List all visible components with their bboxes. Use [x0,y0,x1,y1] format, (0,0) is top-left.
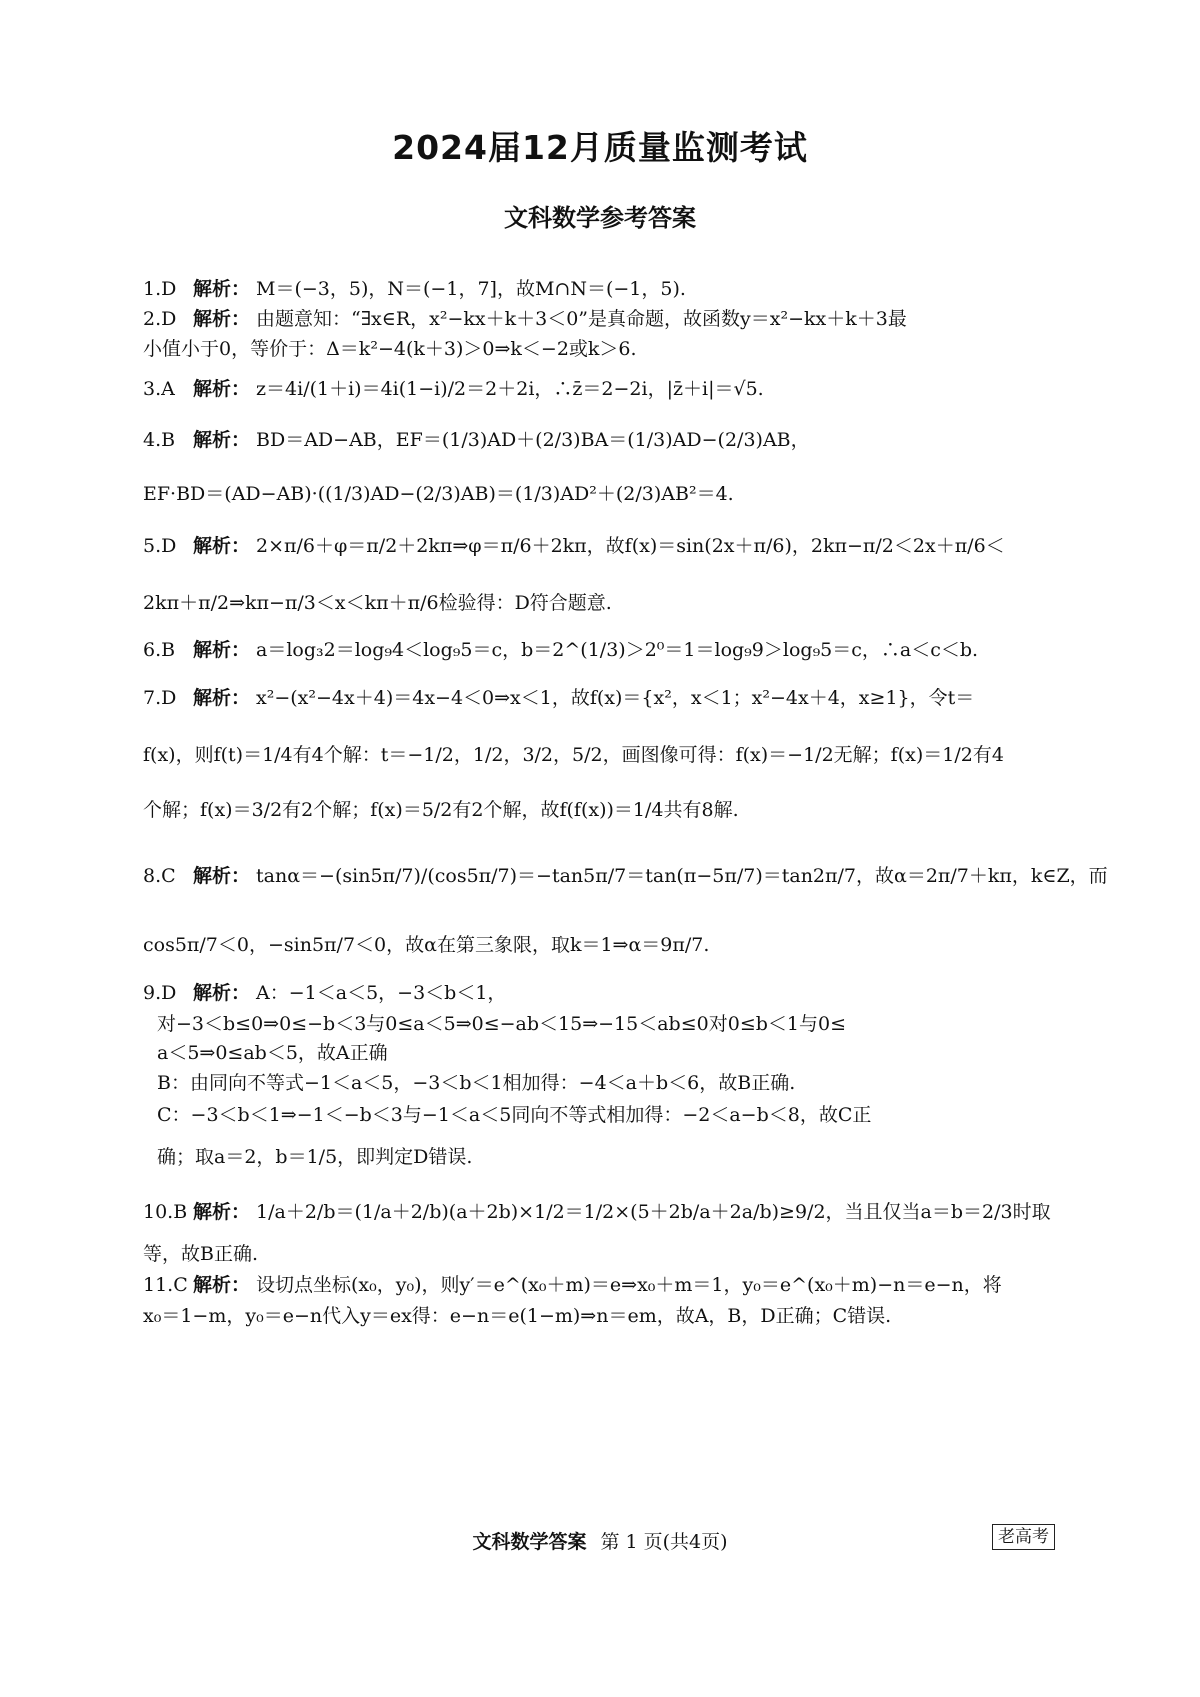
answer-number: 1.D [143,278,177,300]
answer-text: 小值小于0，等价于：Δ＝k²−4(k＋3)＞0⇒k＜−2或k＞6. [143,338,637,360]
exam-type-badge: 老高考 [992,1524,1055,1550]
answer-text: B：由同向不等式−1＜a＜5，−3＜b＜1相加得：−4＜a＋b＜6，故B正确. [157,1072,796,1094]
answer-item [143,276,686,302]
answer-item [143,1199,1051,1225]
answer-number: 3.A [143,378,175,400]
answer-item [143,427,810,453]
answer-continuation [143,590,612,616]
answer-continuation [143,1241,258,1267]
answer-number: 6.B [143,639,176,661]
answer-continuation [157,1040,388,1066]
answer-text: tanα＝−(sin5π/7)/(cos5π/7)＝−tan5π/7＝tan(π−5π/7)＝tan2π/7，故α＝2π/7＋kπ，k∈Z，而 [256,865,1108,887]
answer-number: 11.C [143,1274,188,1296]
analysis-label: 解析： [193,308,251,330]
answer-number: 8.C [143,865,176,887]
answer-item [143,685,974,711]
answer-continuation [143,1303,891,1329]
answer-text: 2×π/6＋φ＝π/2＋2kπ⇒φ＝π/6＋2kπ，故f(x)＝sin(2x＋π/6)，2kπ−π/2＜2x＋π/6＜ [256,535,1005,557]
analysis-label: 解析： [193,687,251,709]
answer-number: 9.D [143,982,177,1004]
answer-text: 等，故B正确. [143,1243,259,1265]
analysis-label: 解析： [193,429,251,451]
answer-text: 设切点坐标(x₀，y₀)，则y′＝e^(x₀＋m)＝e⇒x₀＋m＝1，y₀＝e^(x₀＋m)−n＝e−n，将 [256,1274,1002,1296]
answer-text: 确；取a＝2，b＝1/5，即判定D错误. [157,1146,473,1168]
answer-number: 10.B [143,1201,188,1223]
answer-continuation [143,481,734,507]
answer-text: 个解；f(x)＝3/2有2个解；f(x)＝5/2有2个解，故f(f(x))＝1/4共有8解. [143,799,739,821]
page-title: 2024届12月质量监测考试 [392,128,808,167]
answer-text: 对−3＜b≤0⇒0≤−b＜3与0≤a＜5⇒0≤−ab＜15⇒−15＜ab≤0对0≤b＜1与0≤ [157,1013,847,1035]
answer-number: 7.D [143,687,177,709]
answer-number: 4.B [143,429,176,451]
answer-text: C：−3＜b＜1⇒−1＜−b＜3与−1＜a＜5同向不等式相加得：−2＜a−b＜8，故C正 [157,1104,872,1126]
answer-text: M＝(−3，5)，N＝(−1，7]，故M∩N＝(−1，5). [256,278,686,300]
analysis-label: 解析： [193,535,251,557]
analysis-label: 解析： [193,278,251,300]
analysis-label: 解析： [193,1274,251,1296]
answer-item [143,533,1005,559]
answer-item [143,863,1108,889]
answer-continuation [157,1070,795,1096]
analysis-label: 解析： [193,1201,251,1223]
answer-continuation [157,1011,846,1037]
answer-item [143,637,978,663]
answer-text: 由题意知：“∃x∈R，x²−kx＋k＋3＜0”是真命题，故函数y＝x²−kx＋k＋3最 [256,308,907,330]
page-subtitle: 文科数学参考答案 [504,204,696,232]
answer-continuation [143,932,709,958]
answer-text: z＝4i/(1＋i)＝4i(1−i)/2＝2＋2i，∴z̄＝2−2i，|z̄＋i|＝√5. [256,378,764,400]
page-number: 第 1 页(共4页) [600,1531,728,1553]
answer-text: x²−(x²−4x＋4)＝4x−4＜0⇒x＜1，故f(x)＝{x²，x＜1；x²−4x＋4，x≥1}，令t＝ [256,687,975,709]
answer-text: 1/a＋2/b＝(1/a＋2/b)(a＋2b)×1/2＝1/2×(5＋2b/a＋2a/b)≥9/2，当且仅当a＝b＝2/3时取 [256,1201,1051,1223]
answer-text: EF·BD＝(AD−AB)·((1/3)AD−(2/3)AB)＝(1/3)AD²＋(2/3)AB²＝4. [143,483,734,505]
answer-item [143,1272,1002,1298]
footer-label: 文科数学答案 [472,1531,587,1553]
answer-text: 2kπ＋π/2⇒kπ−π/3＜x＜kπ＋π/6检验得：D符合题意. [143,592,612,614]
answer-continuation [143,742,1004,768]
answer-text: BD＝AD−AB，EF＝(1/3)AD＋(2/3)BA＝(1/3)AD−(2/3)AB， [256,429,810,451]
answer-continuation [157,1102,871,1128]
answer-text: A：−1＜a＜5，−3＜b＜1， [256,982,507,1004]
answer-item [143,376,764,402]
answer-continuation [143,797,739,823]
answer-text: a＜5⇒0≤ab＜5，故A正确 [157,1042,388,1064]
analysis-label: 解析： [193,639,251,661]
answer-text: x₀＝1−m，y₀＝e−n代入y＝ex得：e−n＝e(1−m)⇒n＝em，故A，B，D正确；C错误. [143,1305,892,1327]
answer-continuation [157,1144,472,1170]
answer-item [143,306,907,332]
answer-number: 5.D [143,535,177,557]
analysis-label: 解析： [193,378,251,400]
answer-item [143,980,506,1006]
analysis-label: 解析： [193,865,251,887]
answer-text: a＝log₃2＝log₉4＜log₉5＝c，b＝2^(1/3)＞2⁰＝1＝log₉9＞log₉5＝c，∴a＜c＜b. [256,639,979,661]
answer-text: cos5π/7＜0，−sin5π/7＜0，故α在第三象限，取k＝1⇒α＝9π/7. [143,934,710,956]
answer-number: 2.D [143,308,177,330]
analysis-label: 解析： [193,982,251,1004]
answer-text: f(x)，则f(t)＝1/4有4个解：t＝−1/2，1/2，3/2，5/2，画图像可得：f(x)＝−1/2无解；f(x)＝1/2有4 [143,744,1004,766]
answer-continuation [143,336,637,362]
